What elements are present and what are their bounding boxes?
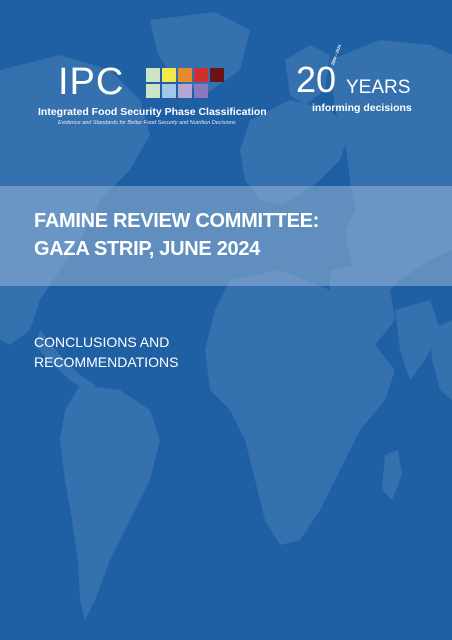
phase-square <box>146 68 160 82</box>
phase-square <box>162 84 176 98</box>
report-title-line-2: GAZA STRIP, JUNE 2024 <box>34 238 261 260</box>
ipc-full-name: Integrated Food Security Phase Classification <box>38 106 267 118</box>
ipc-logo <box>38 61 267 142</box>
ipc-tagline: Evidence and Standards for Better Food Security and Nutrition Decisions <box>58 120 236 126</box>
anniversary-word: YEARS <box>346 77 411 98</box>
report-subtitle-line-2: RECOMMENDATIONS <box>34 354 179 370</box>
anniversary-dates: 2004 • 2024 <box>330 43 343 66</box>
phase-square <box>162 68 176 82</box>
ipc-phase-squares <box>146 68 216 102</box>
phase-square <box>194 68 208 82</box>
anniversary-subtitle: informing decisions <box>312 102 412 114</box>
phase-square <box>178 68 192 82</box>
report-title-line-1: FAMINE REVIEW COMMITTEE: <box>34 210 320 232</box>
phase-square <box>210 68 224 82</box>
phase-square <box>178 84 192 98</box>
ipc-acronym: IPC <box>58 61 125 103</box>
anniversary-number: 20 <box>296 59 337 100</box>
phase-square <box>194 84 208 98</box>
title-band <box>0 186 452 286</box>
report-subtitle-line-1: CONCLUSIONS AND <box>34 334 170 350</box>
anniversary-logo <box>296 43 416 120</box>
phase-square <box>146 84 160 98</box>
